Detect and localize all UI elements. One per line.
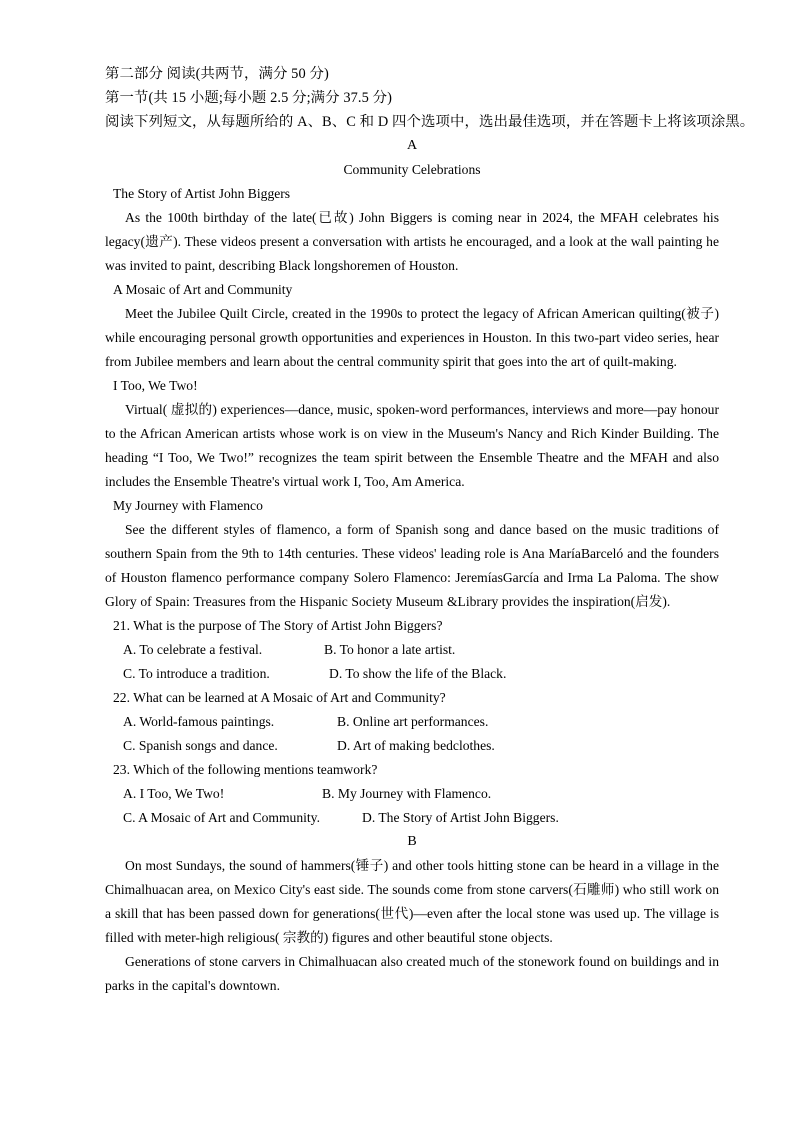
question-23-option-d[interactable]: D. The Story of Artist John Biggers.: [362, 810, 559, 825]
subhead-flamenco: My Journey with Flamenco: [113, 498, 263, 513]
question-21-option-c[interactable]: C. To introduce a tradition.: [123, 666, 270, 681]
question-22-option-d[interactable]: D. Art of making bedclothes.: [337, 738, 495, 753]
part-two-heading: 第二部分 阅读(共两节，满分 50 分): [105, 66, 329, 82]
section-a-letter: A: [406, 138, 418, 153]
paragraph-flamenco: See the different styles of flamenco, a form of Spanish song and dance based on the music traditions of southern Spain from the 9th to 14th centuries. These videos' leading role is Ana MaríaBarceló and the founders of Houston flamenco performance company Solero Flamenco: JeremíasGarcía and Irma La Paloma. The show Glory of Spain: Treasures from the Hispanic Society Museum &Library provides the inspiration(启发).: [105, 522, 719, 609]
paragraph-mosaic: Meet the Jubilee Quilt Circle, created in the 1990s to protect the legacy of African American quilting(被子) while encouraging personal growth opportunities and experiences in Houston. In this two-part video series, hear from Jubilee members and learn about the central community spirit that goes into the art of quilt-making.: [105, 306, 719, 369]
question-23-stem: 23. Which of the following mentions teamwork?: [113, 762, 378, 777]
section-b-paragraph-2: Generations of stone carvers in Chimalhuacan also created much of the stonework found on buildings and in parks in the capital's downtown.: [105, 954, 719, 993]
document-content: [105, 62, 755, 998]
question-22-option-b[interactable]: B. Online art performances.: [337, 714, 489, 729]
reading-instructions: 阅读下列短文，从每题所给的 A、B、C 和 D 四个选项中，选出最佳选项，并在答题卡上将该项涂黑。: [105, 114, 755, 130]
question-21-options-row-2: [123, 662, 719, 686]
question-21-option-b[interactable]: B. To honor a late artist.: [324, 642, 456, 657]
section-a-title: Community Celebrations: [343, 162, 481, 177]
question-22-options-row-2: [123, 734, 719, 758]
question-21-options-row-1: [123, 638, 719, 662]
question-21-option-a[interactable]: A. To celebrate a festival.: [123, 642, 263, 657]
subhead-mosaic: A Mosaic of Art and Community: [113, 282, 293, 297]
question-22-stem: 22. What can be learned at A Mosaic of Art and Community?: [113, 690, 446, 705]
question-23-option-c[interactable]: C. A Mosaic of Art and Community.: [123, 810, 320, 825]
section-one-heading: 第一节(共 15 小题;每小题 2.5 分;满分 37.5 分): [105, 90, 393, 106]
question-22-option-a[interactable]: A. World-famous paintings.: [123, 714, 275, 729]
subhead-itoo: I Too, We Two!: [113, 378, 198, 393]
section-b-paragraph-1: On most Sundays, the sound of hammers(锤子) and other tools hitting stone can be heard in a village in the Chimalhuacan area, on Mexico City's east side. The sounds come from stone carvers(石雕师) who still work on a skill that has been passed down for generations(世代)—even after the local stone was used up. The village is filled with meter-high religious( 宗教的) figures and other beautiful stone objects.: [105, 858, 719, 945]
question-22-options-row-1: [123, 710, 719, 734]
subhead-biggers: The Story of Artist John Biggers: [113, 186, 291, 201]
question-23-options-row-1: [123, 782, 719, 806]
question-21-stem: 21. What is the purpose of The Story of Artist John Biggers?: [113, 618, 443, 633]
question-23-option-b[interactable]: B. My Journey with Flamenco.: [322, 786, 492, 801]
paragraph-biggers: As the 100th birthday of the late(已故) John Biggers is coming near in 2024, the MFAH celebrates his legacy(遗产). These videos present a conversation with artists he encouraged, and a look at the wall painting he was invited to paint, describing Black longshoremen of Houston.: [105, 210, 719, 273]
question-22-option-c[interactable]: C. Spanish songs and dance.: [123, 738, 278, 753]
question-23-options-row-2: [123, 806, 719, 830]
paragraph-itoo: Virtual( 虚拟的) experiences—dance, music, spoken-word performances, interviews and more—pay honour to the African American artists whose work is on view in the Museum's Nancy and Rich Kinder Building. The heading “I Too, We Two!” recognizes the team spirit between the Ensemble Theatre and the MFAH and also includes the Ensemble Theatre's virtual work I, Too, Am America.: [105, 402, 719, 489]
question-23-option-a[interactable]: A. I Too, We Two!: [123, 786, 225, 801]
section-b-letter: B: [407, 834, 417, 849]
question-21-option-d[interactable]: D. To show the life of the Black.: [329, 666, 507, 681]
